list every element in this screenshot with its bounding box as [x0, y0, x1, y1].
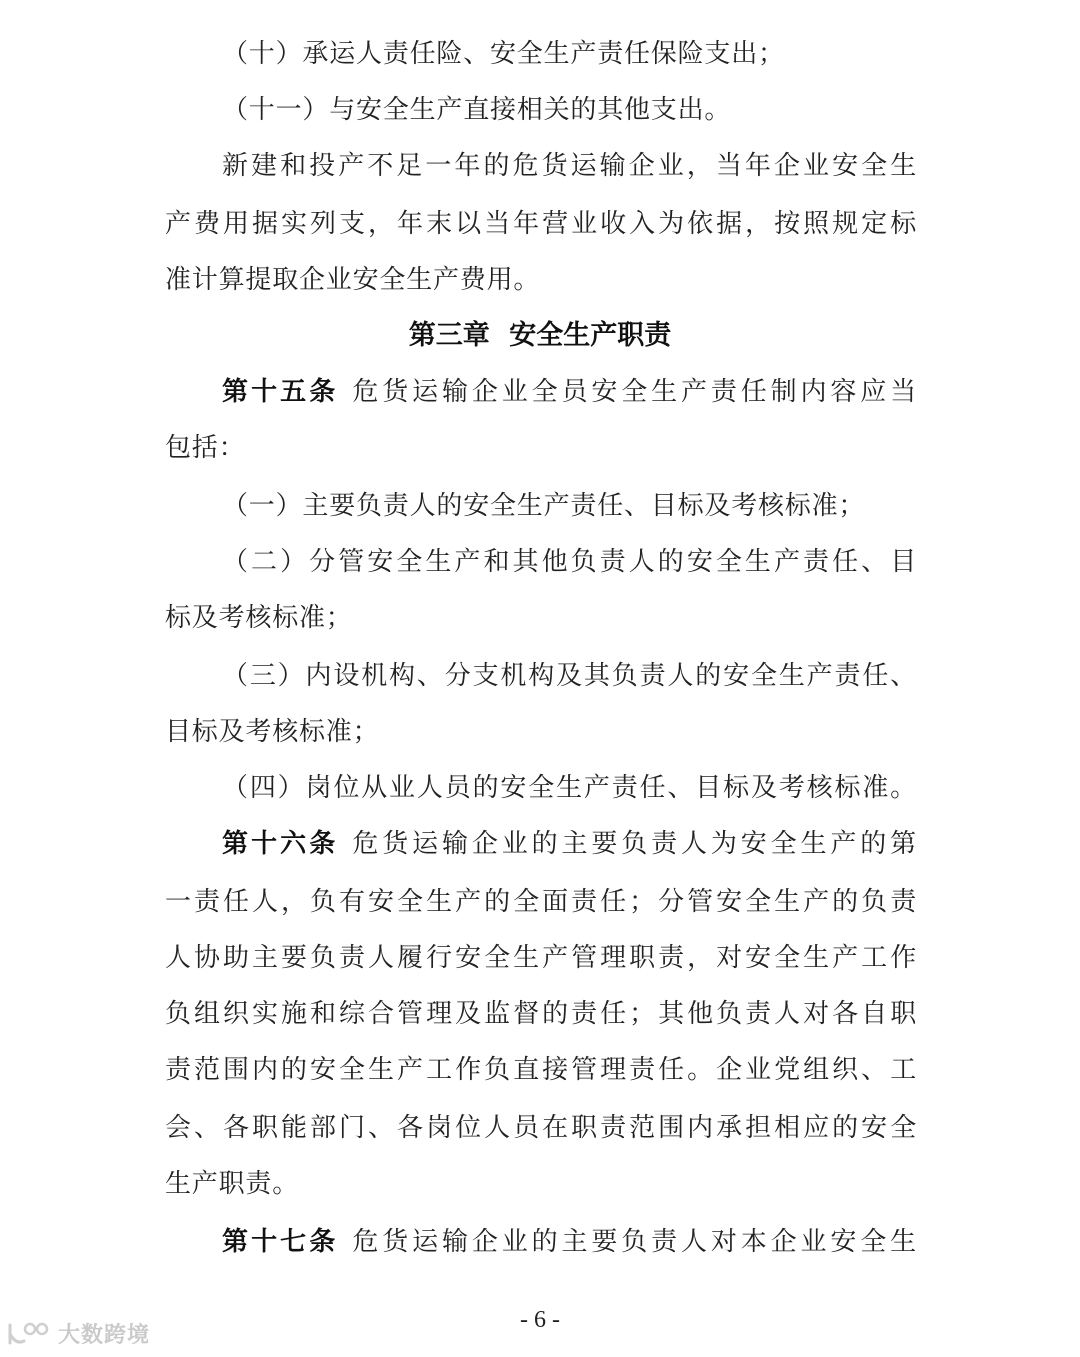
paragraph-line: 一责任人，负有安全生产的全面责任；分管安全生产的负责 [165, 887, 917, 917]
list-item-continuation: 标及考核标准； [165, 603, 353, 633]
article-17-first-line [222, 1224, 917, 1260]
paragraph-line: 责范围内的安全生产工作负直接管理责任。企业党组织、工 [165, 1055, 917, 1085]
chapter-title: 第三章 安全生产职责 [408, 320, 672, 351]
paragraph-line: 准计算提取企业安全生产费用。 [165, 265, 541, 295]
kuajing-logo-icon [6, 1321, 52, 1347]
paragraph-line: 新建和投产不足一年的危货运输企业，当年企业安全生 [222, 151, 917, 181]
list-item-continuation: 目标及考核标准； [165, 717, 380, 747]
article-15-label: 第十五条 [222, 377, 339, 407]
watermark [6, 1318, 150, 1349]
article-16-text: 危货运输企业的主要负责人为安全生产的第 [352, 829, 917, 859]
paragraph-line: 生产职责。 [165, 1169, 300, 1199]
article-15-text: 危货运输企业全员安全生产责任制内容应当 [352, 377, 917, 407]
paragraph-line: 会、各职能部门、各岗位人员在职责范围内承担相应的安全 [165, 1113, 917, 1143]
paragraph-line: 负组织实施和综合管理及监督的责任；其他负责人对各自职 [165, 999, 917, 1029]
paragraph-line: （十）承运人责任险、安全生产责任保险支出； [222, 39, 785, 69]
article-17-text: 危货运输企业的主要负责人对本企业安全生 [352, 1227, 917, 1257]
watermark-text: 大数跨境 [58, 1323, 151, 1348]
paragraph-line: （十一）与安全生产直接相关的其他支出。 [222, 95, 732, 125]
list-item: （三）内设机构、分支机构及其负责人的安全生产责任、 [222, 661, 917, 691]
list-item: （四）岗位从业人员的安全生产责任、目标及考核标准。 [222, 773, 917, 803]
paragraph-line: 产费用据实列支，年末以当年营业收入为依据，按照规定标 [165, 209, 917, 239]
page-number: - 6 - [520, 1307, 560, 1333]
article-15-first-line [222, 374, 917, 410]
article-17-label: 第十七条 [222, 1227, 339, 1257]
article-16-first-line [222, 826, 917, 862]
list-item: （一）主要负责人的安全生产责任、目标及考核标准； [222, 491, 866, 521]
paragraph-line: 人协助主要负责人履行安全生产管理职责，对安全生产工作 [165, 943, 917, 973]
article-16-label: 第十六条 [222, 829, 339, 859]
paragraph-line: 包括： [165, 433, 246, 463]
list-item: （二）分管安全生产和其他负责人的安全生产责任、目 [222, 547, 917, 577]
